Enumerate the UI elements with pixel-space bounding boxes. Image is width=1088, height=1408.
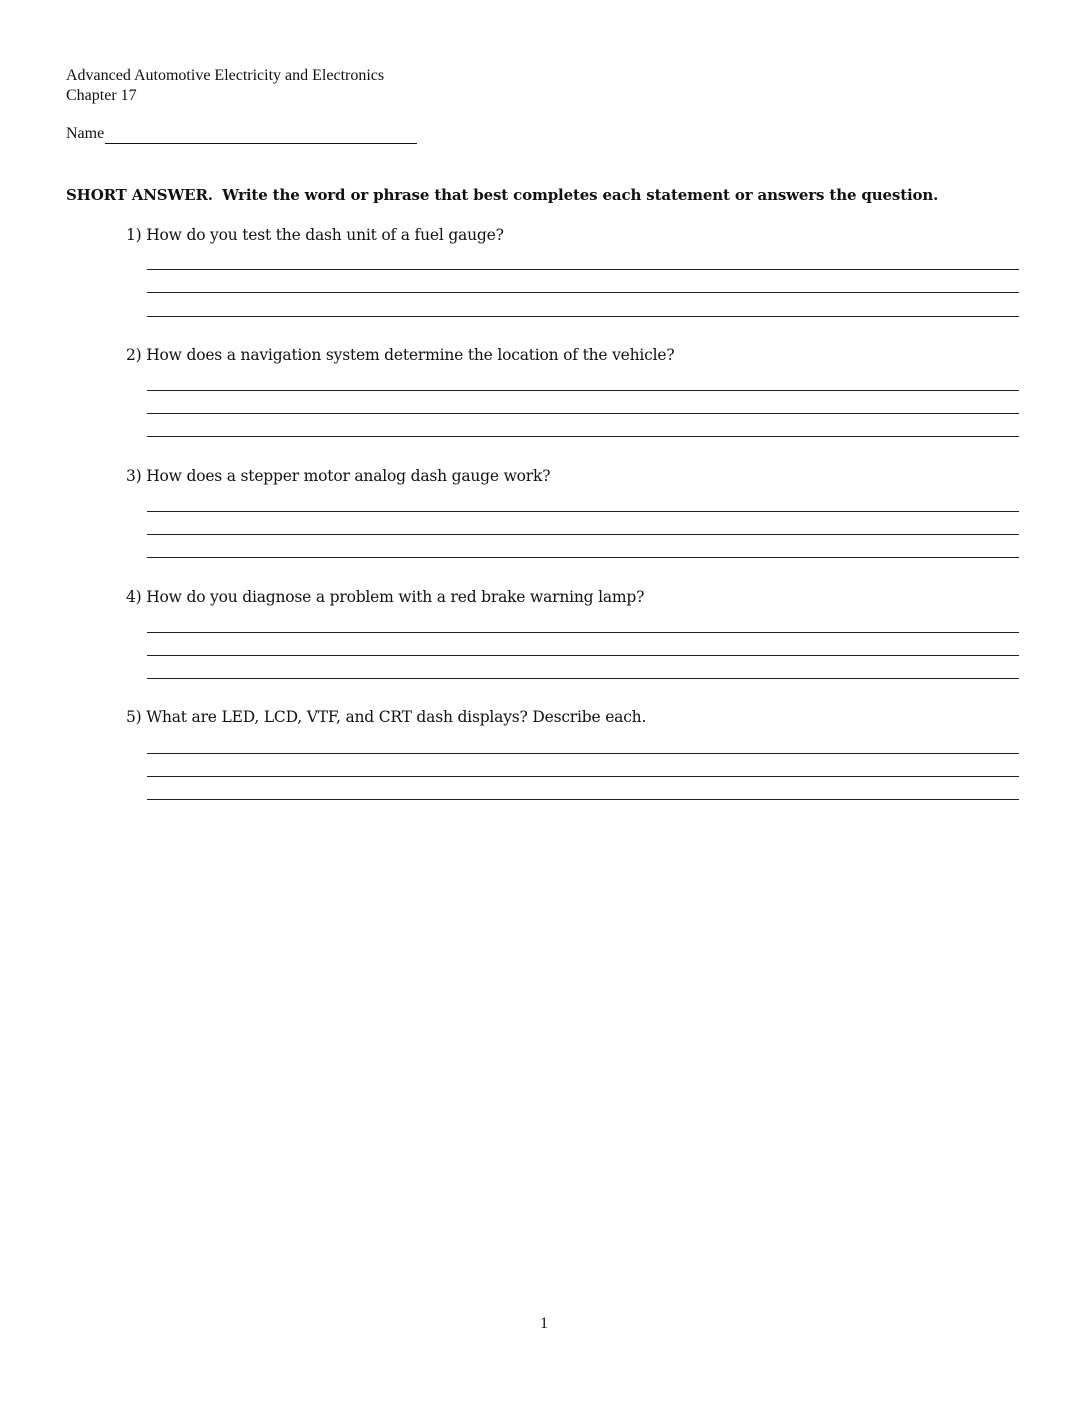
answer-line	[147, 655, 1019, 656]
answer-line	[147, 534, 1019, 535]
chapter-label: Chapter 17	[66, 87, 137, 104]
question-1	[126, 224, 1019, 246]
question-text: 2) How does a navigation system determine the location of the vehicle?	[126, 346, 675, 364]
answer-line	[147, 316, 1019, 317]
answer-line	[147, 292, 1019, 293]
answer-line	[147, 776, 1019, 777]
question-text: 3) How does a stepper motor analog dash gauge work?	[126, 467, 551, 485]
question-text: 5) What are LED, LCD, VTF, and CRT dash displays? Describe each.	[126, 708, 647, 726]
name-row	[66, 124, 417, 144]
question-3	[126, 465, 1019, 487]
instructions	[66, 184, 938, 206]
answer-line	[147, 632, 1019, 633]
answer-line	[147, 557, 1019, 558]
answer-line	[147, 678, 1019, 679]
answer-line	[147, 413, 1019, 414]
question-2	[126, 344, 1019, 366]
question-4	[126, 586, 1019, 608]
instructions-text: Write the word or phrase that best completes each statement or answers the question.	[222, 186, 939, 204]
name-blank	[105, 125, 417, 144]
answer-line	[147, 269, 1019, 270]
answer-line	[147, 753, 1019, 754]
name-label: Name	[66, 125, 105, 142]
question-5	[126, 706, 1019, 728]
answer-line	[147, 511, 1019, 512]
question-text: 4) How do you diagnose a problem with a red brake warning lamp?	[126, 588, 645, 606]
answer-line	[147, 799, 1019, 800]
answer-line	[147, 390, 1019, 391]
page-number: 1	[540, 1315, 548, 1332]
course-title: Advanced Automotive Electricity and Electronics	[66, 67, 385, 84]
question-text: 1) How do you test the dash unit of a fuel gauge?	[126, 226, 504, 244]
instructions-heading: SHORT ANSWER.	[66, 186, 213, 204]
answer-line	[147, 436, 1019, 437]
